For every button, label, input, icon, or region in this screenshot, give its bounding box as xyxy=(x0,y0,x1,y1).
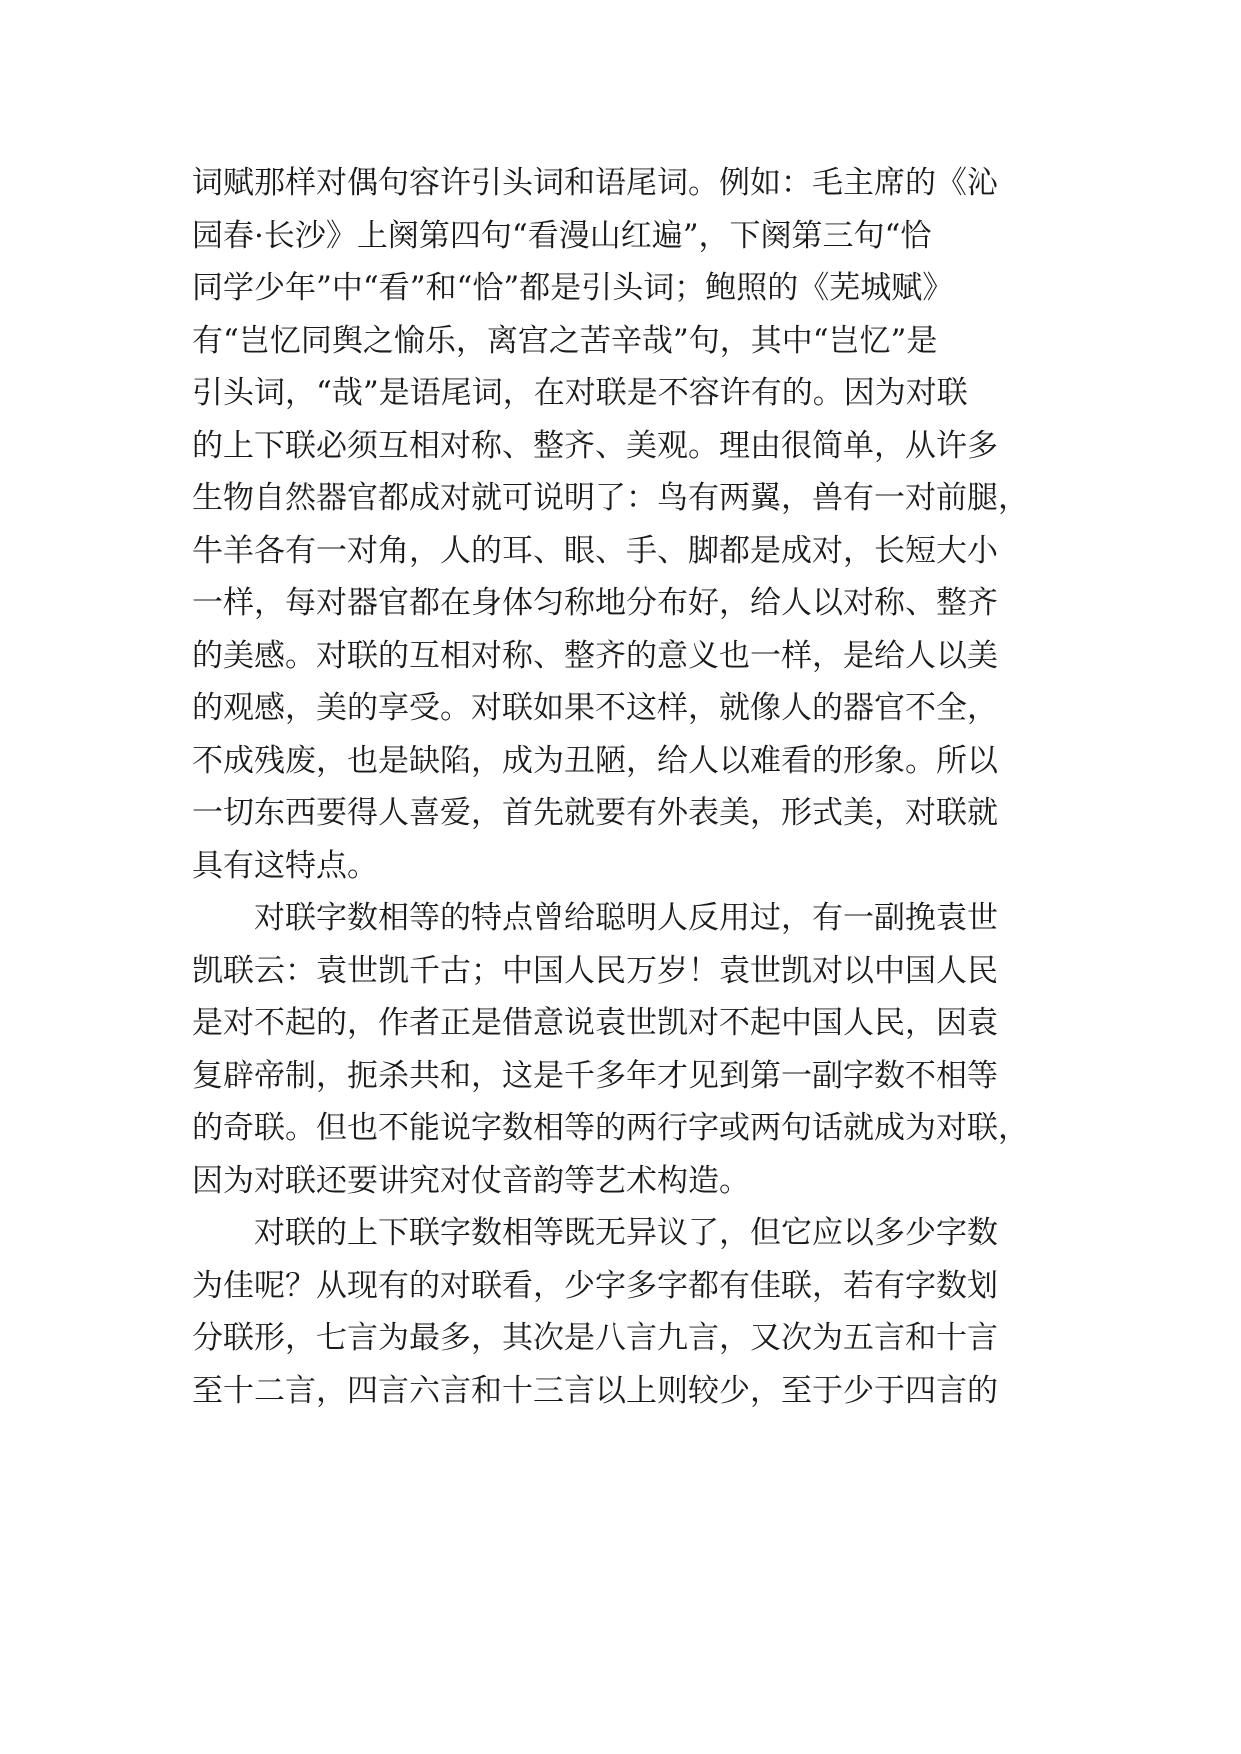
text-line: 引头词，“哉”是语尾词，在对联是不容许有的。因为对联 xyxy=(192,375,968,411)
text-line: 牛羊各有一对角，人的耳、眼、手、脚都是成对，长短大小 xyxy=(192,532,998,569)
text-line: 的美感。对联的互相对称、整齐的意义也一样，是给人以美 xyxy=(192,637,998,674)
text-line: 对联字数相等的特点曾给聪明人反用过，有一副挽袁世 xyxy=(254,900,998,936)
text-line: 对联的上下联字数相等既无异议了，但它应以多少字数 xyxy=(254,1215,998,1251)
text-line: 是对不起的，作者正是借意说袁世凯对不起中国人民，因袁 xyxy=(192,1005,998,1041)
body-text xyxy=(192,163,1092,1423)
text-line: 的奇联。但也不能说字数相等的两行字或两句话就成为对联， xyxy=(192,1110,1029,1146)
text-line: 同学少年”中“看”和“恰”都是引头词；鲍照的《芜城赋》 xyxy=(192,270,954,306)
text-line: 因为对联还要讲究对仗音韵等艺术构造。 xyxy=(192,1162,750,1199)
paragraph-2 xyxy=(192,898,1092,1213)
text-line: 具有这特点。 xyxy=(192,847,378,884)
text-line: 词赋那样对偶句容许引头词和语尾词。例如：毛主席的《沁 xyxy=(192,165,998,201)
text-line: 一切东西要得人喜爱，首先就要有外表美，形式美，对联就 xyxy=(192,795,998,831)
text-line: 园春·长沙》上阕第四句“看漫山红遍”，下阕第三句“恰 xyxy=(192,217,932,254)
text-line: 生物自然器官都成对就可说明了：鸟有两翼，兽有一对前腿， xyxy=(192,480,1029,516)
text-line: 不成残废，也是缺陷，成为丑陋，给人以难看的形象。所以 xyxy=(192,742,998,779)
text-line: 复辟帝制，扼杀共和，这是千多年才见到第一副字数不相等 xyxy=(192,1057,998,1094)
text-line: 为佳呢？从现有的对联看，少字多字都有佳联，若有字数划 xyxy=(192,1267,998,1304)
text-line: 至十二言，四言六言和十三言以上则较少，至于少于四言的 xyxy=(192,1372,998,1409)
text-line: 分联形，七言为最多，其次是八言九言，又次为五言和十言 xyxy=(192,1320,998,1356)
text-line: 的观感，美的享受。对联如果不这样，就像人的器官不全， xyxy=(192,690,998,726)
paragraph-1 xyxy=(192,163,1092,898)
text-line: 有“岂忆同舆之愉乐，离宫之苦辛哉”句，其中“岂忆”是 xyxy=(192,322,938,359)
text-line: 一样，每对器官都在身体匀称地分布好，给人以对称、整齐 xyxy=(192,585,998,621)
paragraph-3 xyxy=(192,1213,1092,1423)
text-line: 凯联云：袁世凯千古；中国人民万岁！袁世凯对以中国人民 xyxy=(192,952,998,989)
text-line: 的上下联必须互相对称、整齐、美观。理由很简单，从许多 xyxy=(192,427,998,464)
